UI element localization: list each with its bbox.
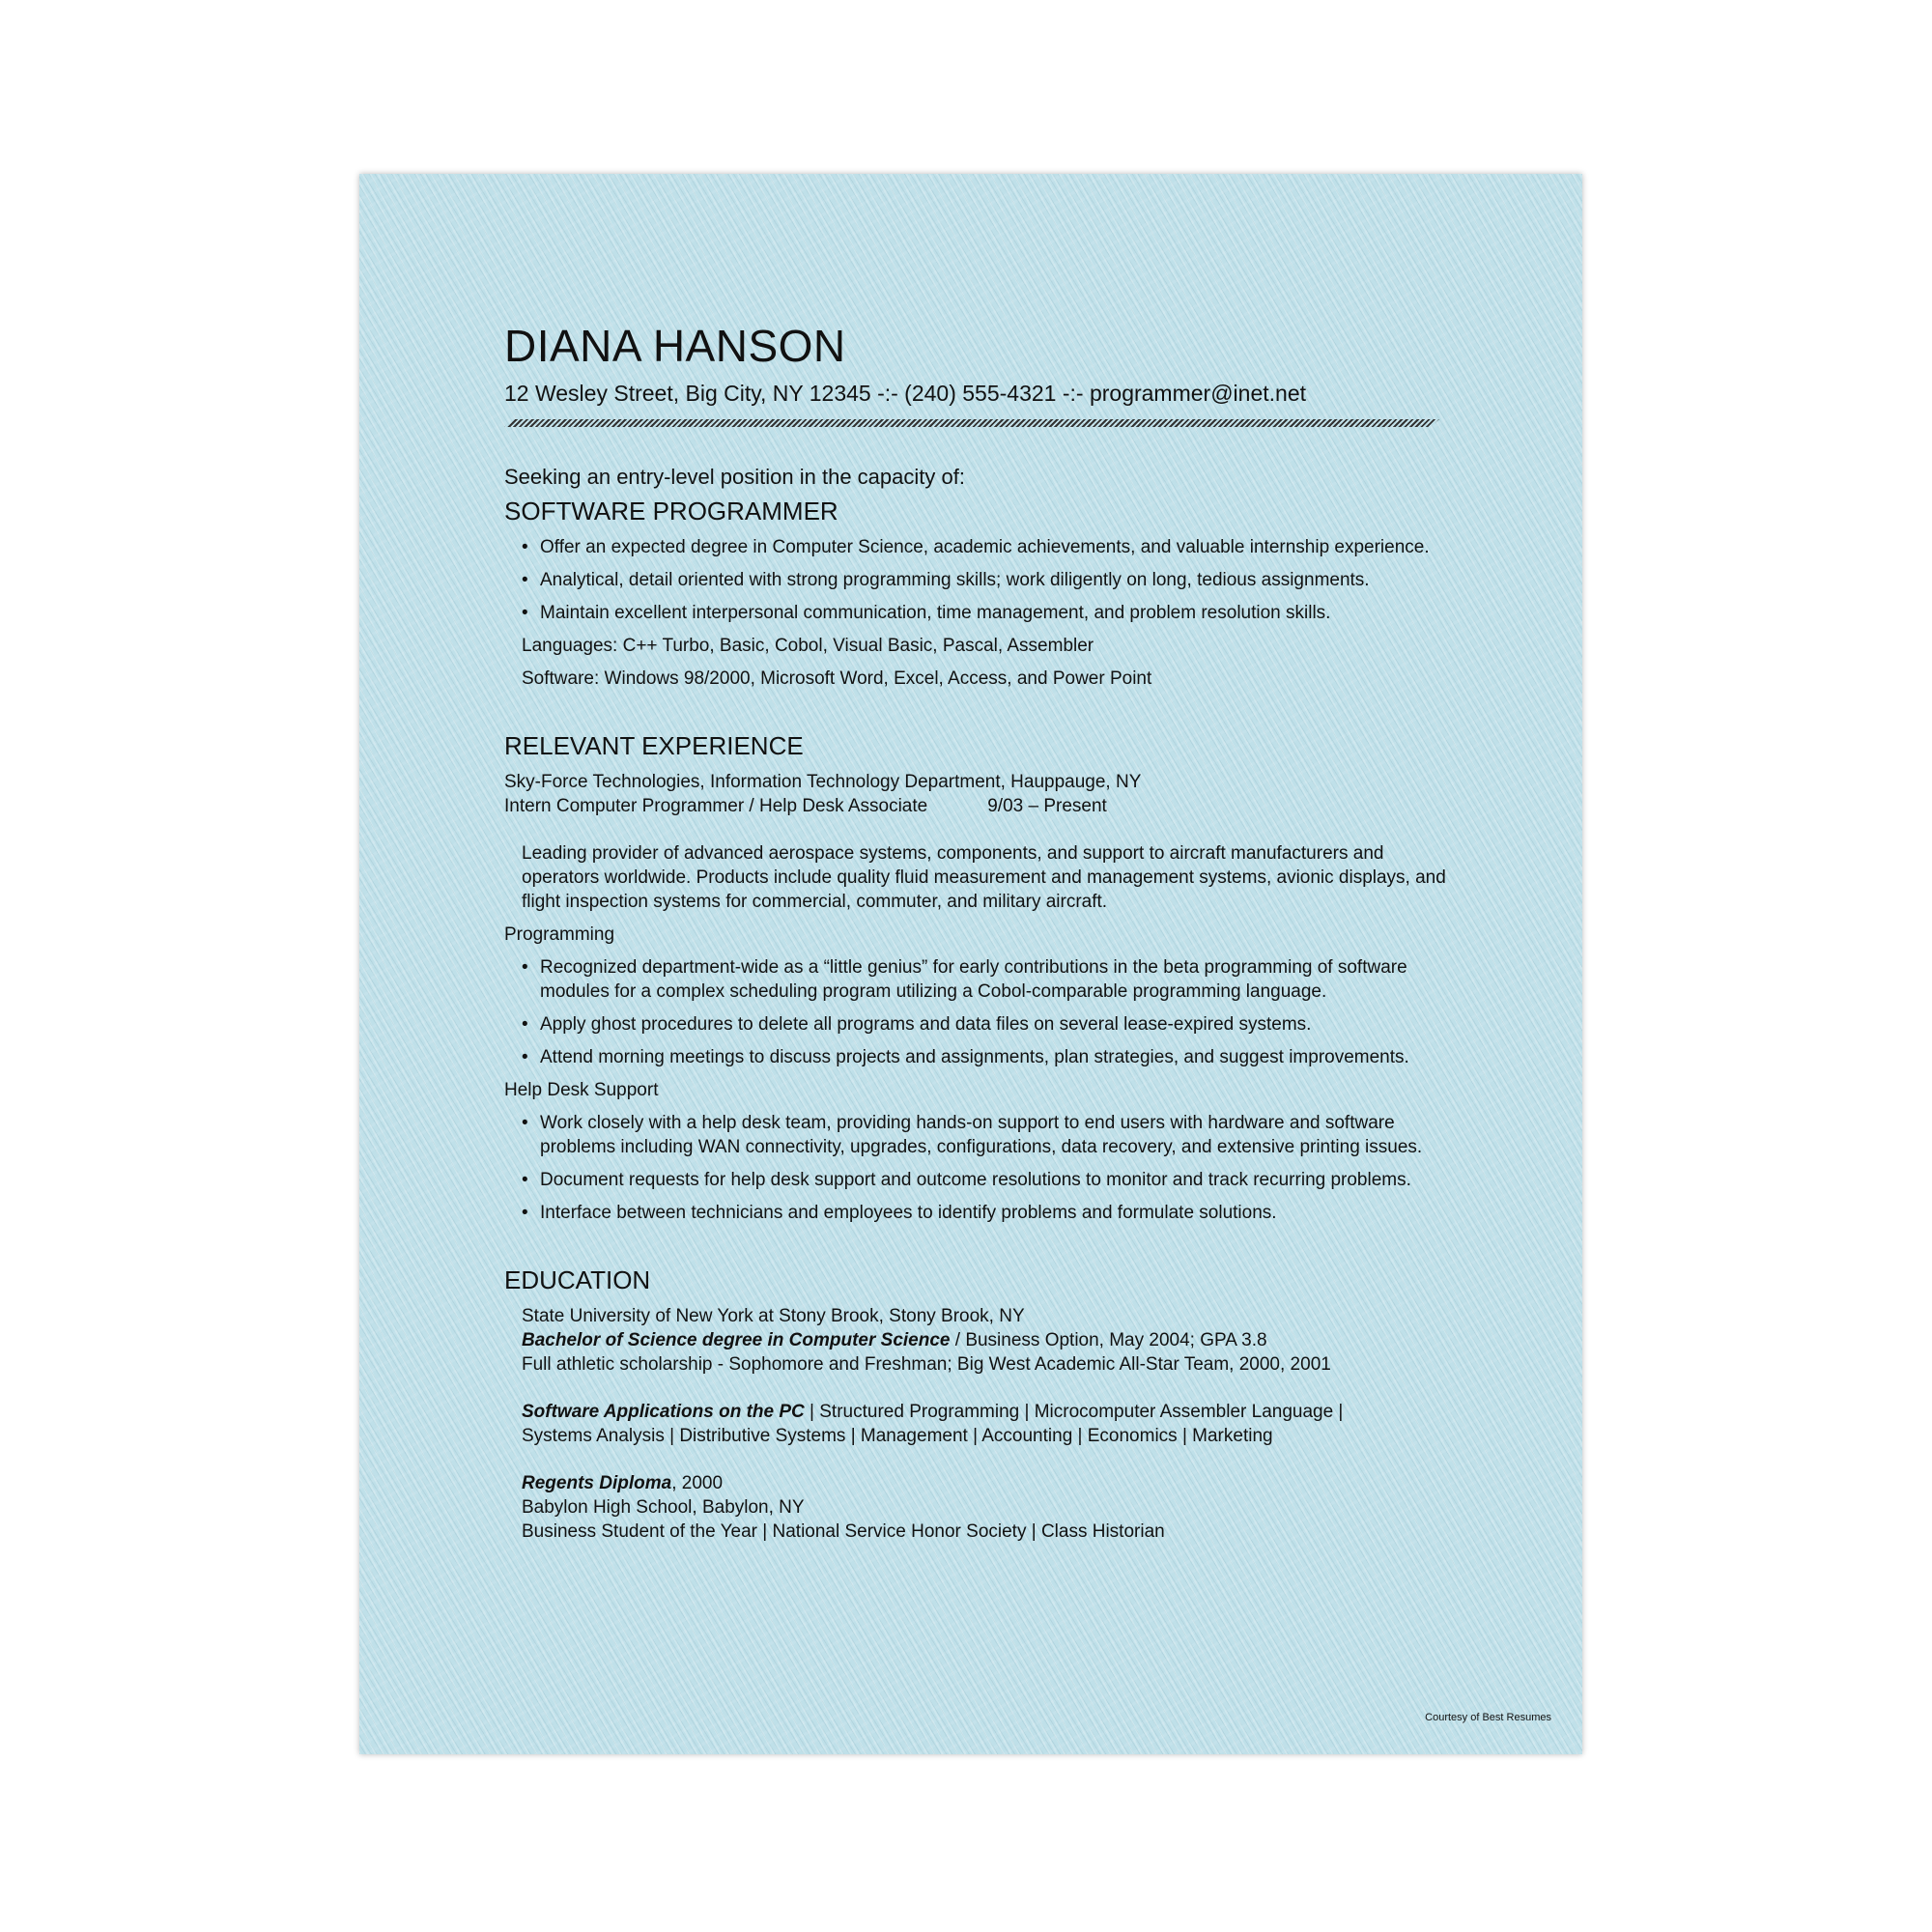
courses-list-2: Systems Analysis | Distributive Systems | Management | Accounting | Economics | Marketing — [522, 1426, 1273, 1446]
education-degree-detail: / Business Option, May 2004; GPA 3.8 — [950, 1330, 1267, 1350]
spacer — [522, 1377, 1451, 1400]
list-item: • Attend morning meetings to discuss projects and assignments, plan strategies, and suggest improvements. — [522, 1045, 1451, 1069]
education-block — [504, 1304, 1451, 1544]
experience-heading: RELEVANT EXPERIENCE — [504, 731, 804, 760]
diploma-title: Regents Diploma — [522, 1473, 672, 1493]
education-school: State University of New York at Stony Brook, Stony Brook, NY — [522, 1306, 1025, 1326]
software-line: Software: Windows 98/2000, Microsoft Word, Excel, Access, and Power Point — [522, 668, 1152, 689]
applicant-name: DIANA HANSON — [504, 321, 846, 371]
resume-content — [504, 319, 1451, 1544]
helpdesk-label: Help Desk Support — [504, 1080, 659, 1100]
list-item: • Offer an expected degree in Computer Science, academic achievements, and valuable internship experience. — [522, 535, 1451, 559]
spacer — [522, 1448, 1451, 1471]
list-item: • Analytical, detail oriented with strong programming skills; work diligently on long, tedious assignments. — [522, 568, 1451, 592]
courses-title: Software Applications on the PC — [522, 1402, 805, 1422]
courses-list-1: | Structured Programming | Microcomputer Assembler Language | — [804, 1402, 1344, 1422]
languages-line: Languages: C++ Turbo, Basic, Cobol, Visual Basic, Pascal, Assembler — [522, 636, 1094, 656]
contact-line: 12 Wesley Street, Big City, NY 12345 -:- (240) 555-4321 -:- programmer@inet.net — [504, 381, 1306, 406]
high-school: Babylon High School, Babylon, NY — [522, 1497, 805, 1518]
programming-bullets — [504, 955, 1451, 1069]
diploma-line — [522, 1471, 1451, 1495]
objective-intro: Seeking an entry-level position in the capacity of: — [504, 465, 965, 489]
list-item: • Work closely with a help desk team, providing hands-on support to end users with hardware and software problems including WAN connectivity, upgrades, configurations, data recovery, and extensive printing issues. — [522, 1111, 1451, 1159]
education-degree: Bachelor of Science degree in Computer Science — [522, 1330, 951, 1350]
education-heading: EDUCATION — [504, 1265, 651, 1294]
header-divider — [504, 419, 1439, 427]
list-item: • Document requests for help desk support and outcome resolutions to monitor and track recurring problems. — [522, 1168, 1451, 1192]
resume-page — [359, 174, 1582, 1754]
experience-role-row — [504, 794, 1451, 818]
list-item: • Interface between technicians and employees to identify problems and formulate solutions. — [522, 1201, 1451, 1225]
list-item: • Maintain excellent interpersonal communication, time management, and problem resolution skills. — [522, 601, 1451, 625]
diploma-year: , 2000 — [671, 1473, 724, 1493]
experience-company: Sky-Force Technologies, Information Technology Department, Hauppauge, NY — [504, 772, 1142, 792]
education-degree-line — [522, 1328, 1451, 1352]
education-scholarship: Full athletic scholarship - Sophomore and Freshman; Big West Academic All-Star Team, 2000, 2001 — [522, 1354, 1331, 1375]
list-item: • Apply ghost procedures to delete all programs and data files on several lease-expired systems. — [522, 1012, 1451, 1037]
programming-label: Programming — [504, 924, 615, 945]
list-item: • Recognized department-wide as a “little genius” for early contributions in the beta programming of software modules for a complex scheduling program utilizing a Cobol-comparable programming language. — [522, 955, 1451, 1004]
helpdesk-bullets — [504, 1111, 1451, 1225]
courses-line-1 — [522, 1400, 1451, 1424]
objective-bullets — [504, 535, 1451, 625]
experience-role: Intern Computer Programmer / Help Desk Associate — [504, 796, 928, 816]
high-school-honors: Business Student of the Year | National Service Honor Society | Class Historian — [522, 1521, 1165, 1542]
objective-title: SOFTWARE PROGRAMMER — [504, 497, 838, 526]
courtesy-note: Courtesy of Best Resumes — [1425, 1712, 1551, 1723]
company-description: Leading provider of advanced aerospace systems, components, and support to aircraft manufacturers and operators worldwide. Products include quality fluid measurement and management systems, avionic displays, and flight inspection systems for commercial, commuter, and military aircraft. — [522, 843, 1446, 912]
experience-dates: 9/03 – Present — [987, 796, 1107, 816]
